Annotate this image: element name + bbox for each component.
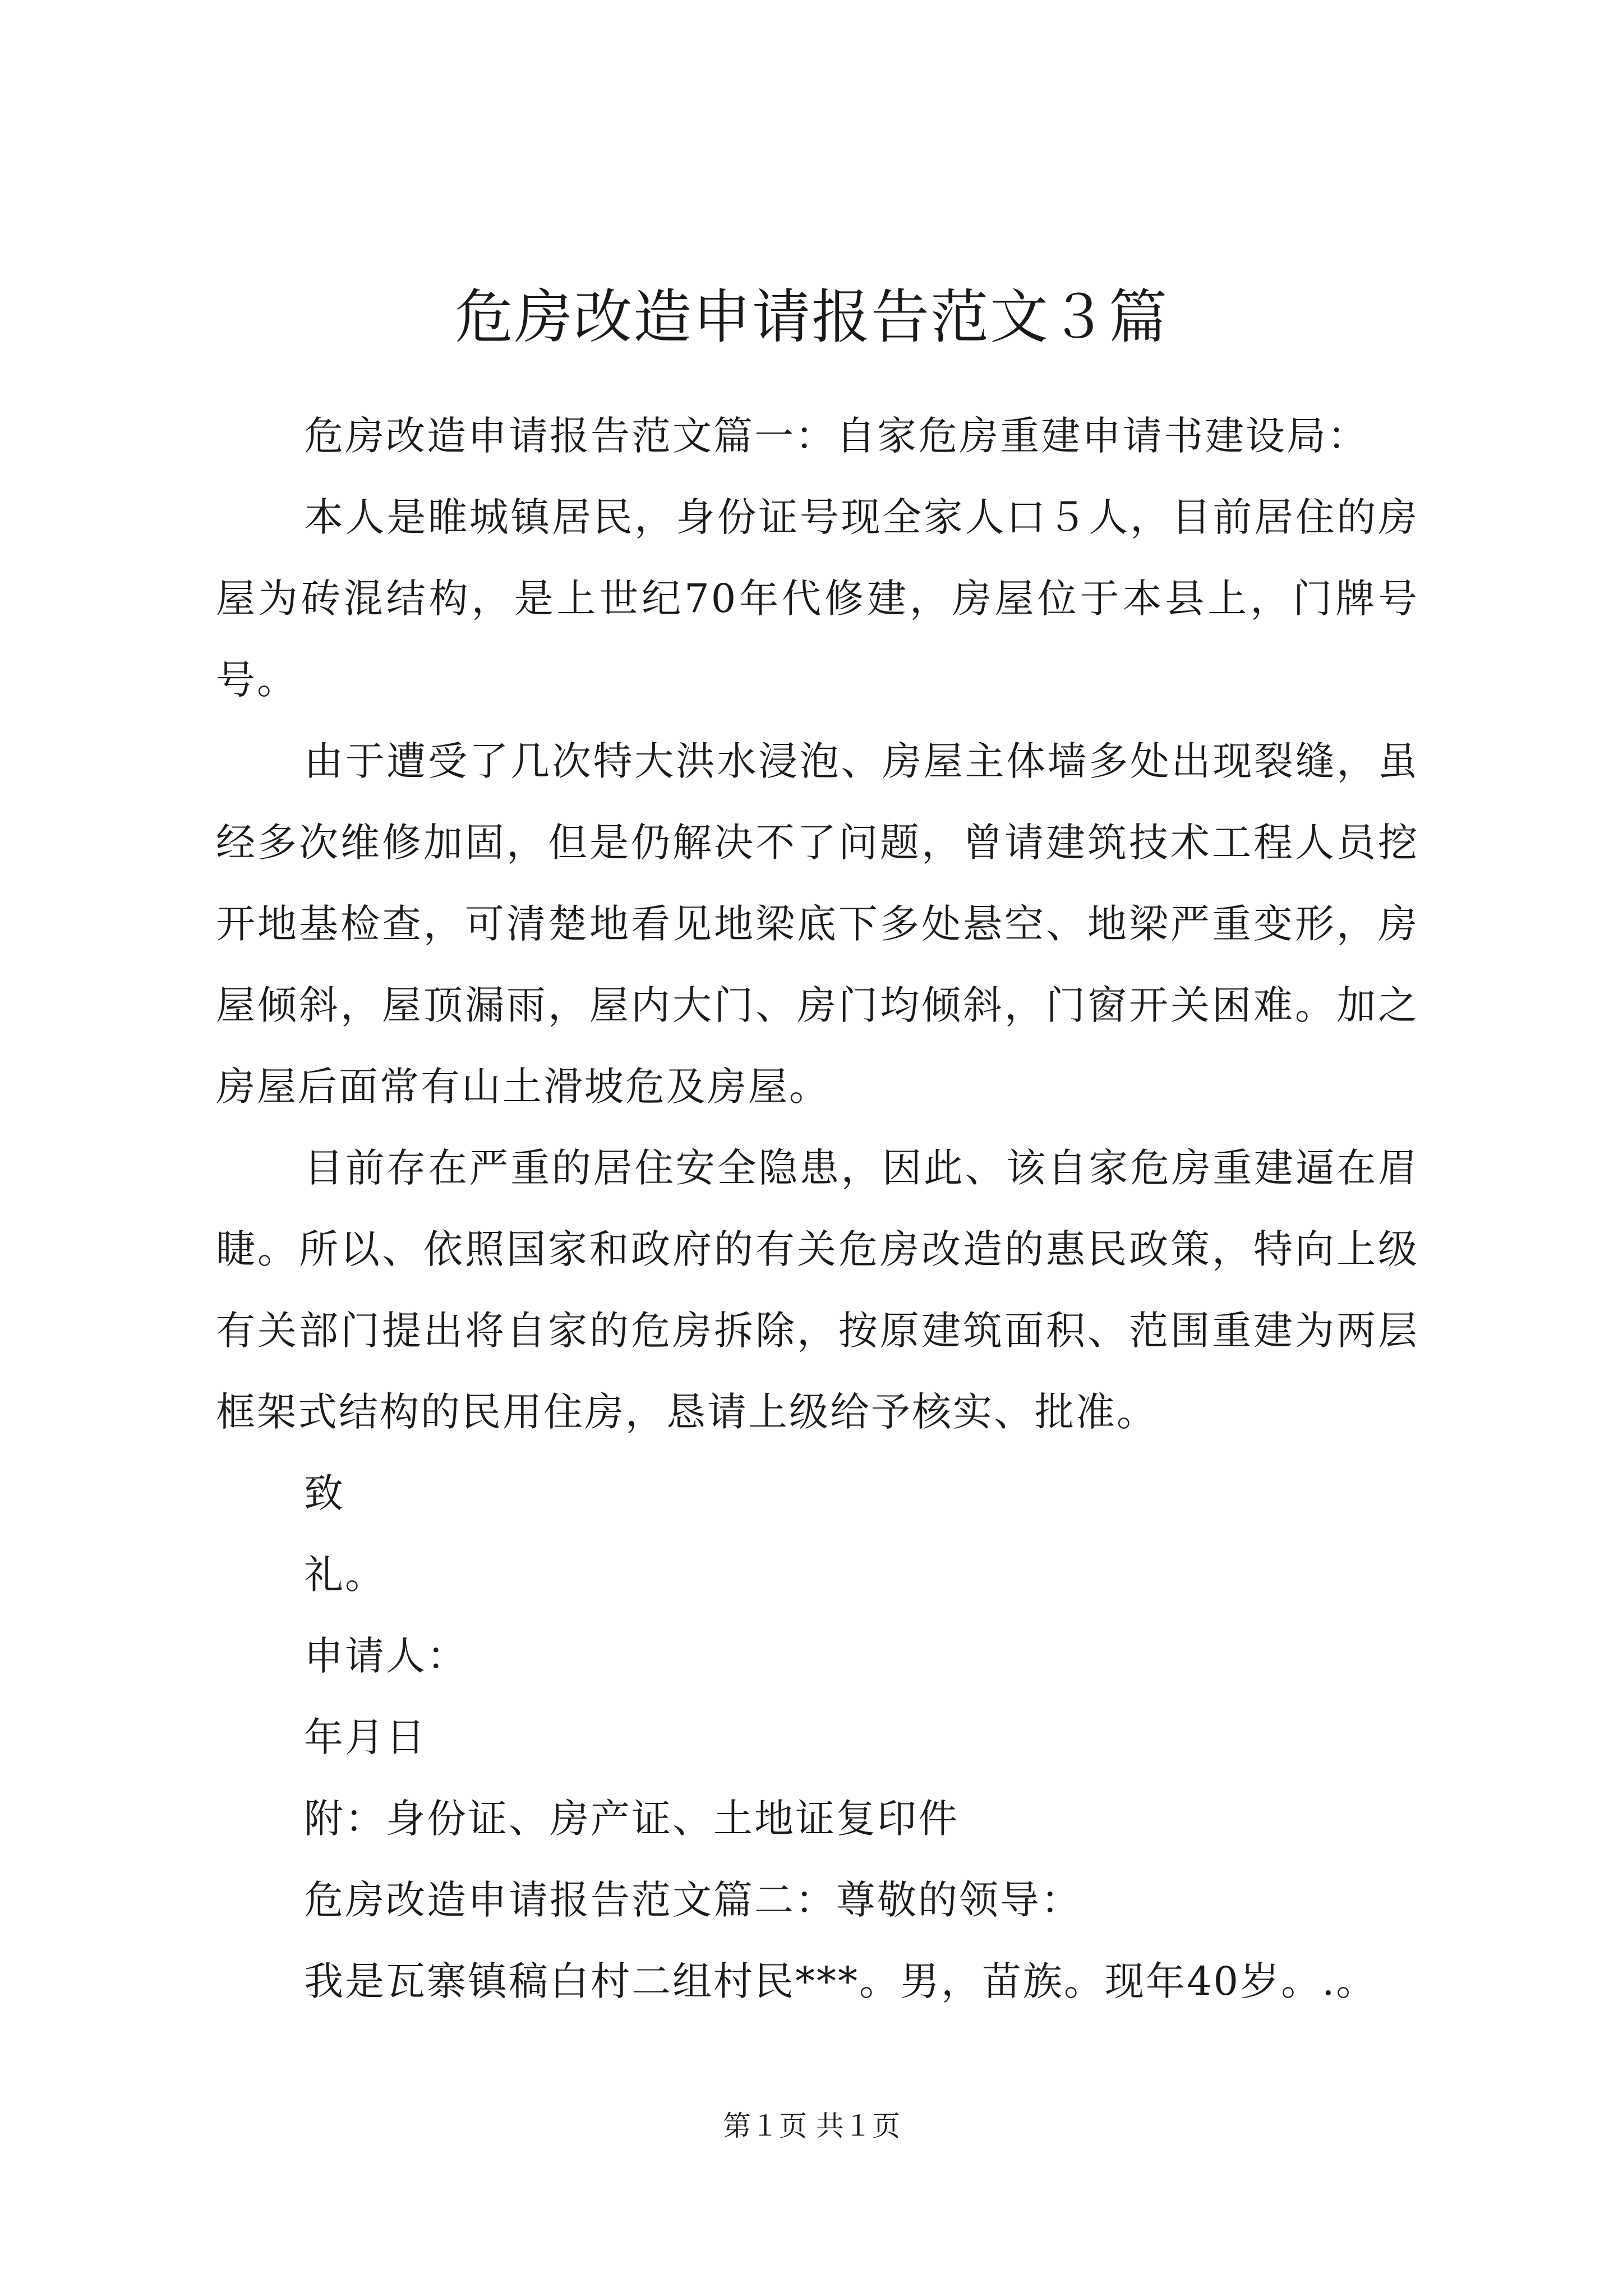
paragraph-villager: 我是瓦寨镇稿白村二组村民***。男，苗族。现年40岁。.。 [304,1958,1377,2004]
paragraph-request: 目前存在严重的居住安全隐患，因此、该自家危房重建逼在眉睫。所以、依照国家和政府的有关危房改造的惠民政策，特向上级有关部门提出将自家的危房拆除，按原建筑面积、范围重建为两层框架式结构的民用住房，恳请上级给予核实、批准。 [216,1145,1419,1435]
paragraph-section-two: 危房改造申请报告范文篇二：尊敬的领导： [304,1877,1082,1923]
salutation-line-2: 礼。 [304,1552,386,1598]
paragraph-residence: 本人是睢城镇居民，身份证号现全家人口５人，目前居住的房屋为砖混结构，是上世纪70年代修建，房屋位于本县上，门牌号号。 [216,494,1419,703]
date-line: 年月日 [304,1714,427,1760]
applicant-line: 申请人： [304,1633,468,1679]
document-title: 危房改造申请报告范文３篇 [454,283,1168,351]
page-footer: 第１页 共１页 [723,2110,900,2142]
salutation-line-1: 致 [304,1470,345,1516]
document-body [216,395,1419,2022]
attachments-line: 附：身份证、房产证、土地证复印件 [304,1796,959,1842]
paragraph-intro: 危房改造申请报告范文篇一：自家危房重建申请书建设局： [304,413,1368,459]
paragraph-damage: 由于遭受了几次特大洪水浸泡、房屋主体墙多处出现裂缝，虽经多次维修加固，但是仍解决不了问题，曾请建筑技术工程人员挖开地基检查，可清楚地看见地梁底下多处悬空、地梁严重变形，房屋倾斜，屋顶漏雨，屋内大门、房门均倾斜，门窗开关困难。加之房屋后面常有山土滑坡危及房屋。 [216,738,1419,1110]
